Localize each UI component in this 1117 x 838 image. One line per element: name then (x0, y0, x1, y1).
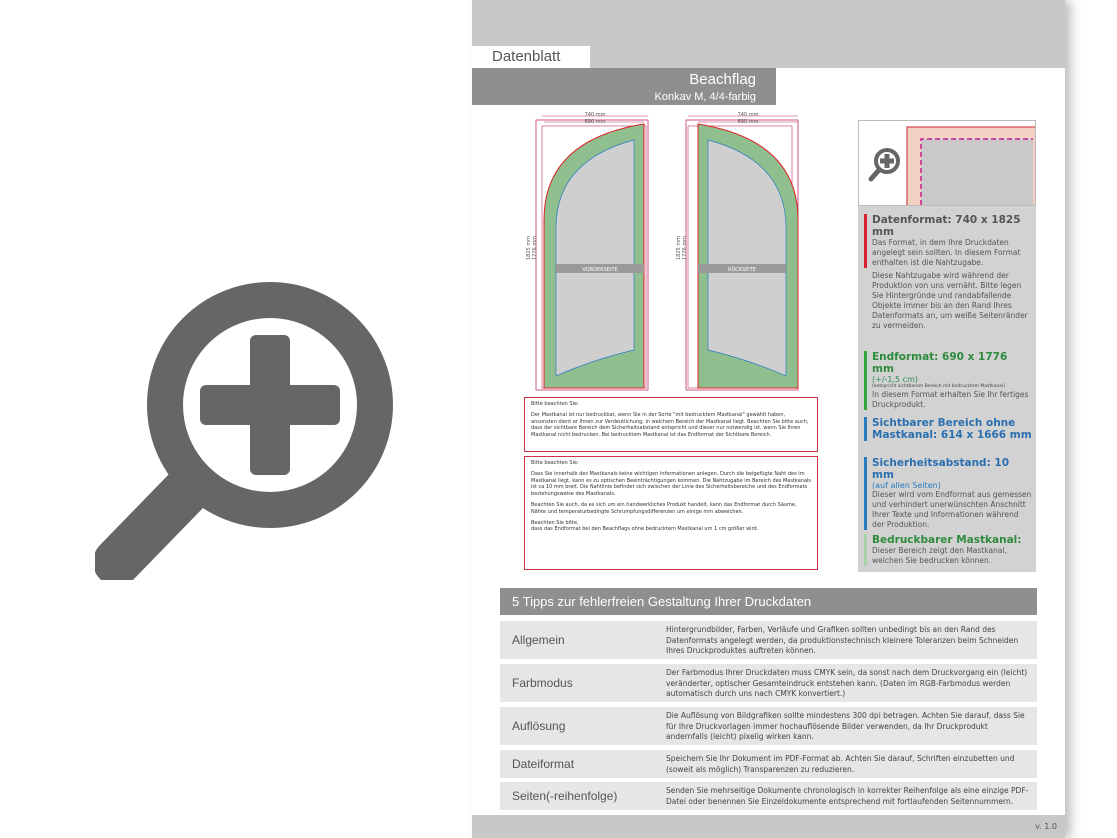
endformat-sub: (+/-1,5 cm) (872, 375, 918, 384)
dim-height-outer-back: 1825 mm (676, 235, 682, 260)
dim-height-outer: 1825 mm (526, 235, 532, 260)
dim-width-inner-back: 690 mm (737, 119, 759, 125)
datasheet-page (472, 0, 1065, 838)
tip-label: Auflösung (512, 719, 566, 733)
note2-p2: Beachten Sie auch, da es sich um ein handwerkliches Produkt handelt, kann das Endformat durch Säume, Nähte und temperaturbedingte Schrumpfungsdifferenzen um einige mm abweichen. (531, 501, 797, 515)
datenformat-body: Das Format, in dem Ihre Druckdaten angelegt sein sollten. In diesem Format enthalten ist die Nahtzugabe. (872, 238, 1021, 267)
nahtzugabe-text: Diese Nahtzugabe wird während der Produktion von uns vernäht. Bitte legen Sie Hintergründe und randabfallende Objekte immer bis an den Rand Ihres Datenformats an, um weiße Seitenränder zu vermeiden. (872, 271, 1028, 330)
info-endformat (864, 351, 1032, 410)
note2-p1: Dass Sie innerhalb des Mastkanals keine wichtigen Informationen anlegen. Durch die beigefügte Naht des im Mastkanal liegt, kann es zu optischen Beeinträchtigungen kommen. Die Nahtzugabe im Bereich des Mastkanals ist ca 10 mm breit. Die Nahtlinie befindet sich zwischen der Linie des Sicherheitsbereiche und des Endformats beziehungsweise des Mastkanals. (531, 470, 812, 498)
sicherheit-body: Dieser wird vom Endformat aus gemessen und verhindert unerwünschten Anschnitt Ihrer Texte und Informationen während der Produktion. (872, 490, 1032, 529)
product-title: Beachflag (689, 71, 756, 88)
mastkanal-heading: Bedruckbarer Mastkanal: (872, 534, 1022, 546)
front-label: VORDERSEITE (582, 267, 618, 273)
tip-row (500, 750, 1037, 778)
tip-text: Der Farbmodus Ihrer Druckdaten muss CMYK sein, da sonst nach dem Druckvorgang ein (leicht) veränderter, optischer Gesamteindruck entstehen kann. (Daten im RGB-Farbmodus werden automatisch durch uns nach CMYK konvertiert.) (666, 668, 1028, 698)
tip-row (500, 782, 1037, 810)
back-label: RÜCKSEITE (728, 267, 756, 273)
flag-back (676, 112, 798, 390)
datenformat-heading: Datenformat: 740 x 1825 mm (872, 214, 1021, 238)
note-naht (524, 456, 818, 570)
info-sicherheit (864, 457, 1032, 530)
endformat-small: (entspricht sichtbarem Bereich mit bedrucktem Mastkanal) (872, 384, 1006, 389)
info-mastkanal (864, 534, 1032, 566)
product-subtitle: Konkav M, 4/4-farbig (654, 91, 756, 103)
tip-text: Senden Sie mehrseitige Dokumente chronologisch in korrekter Reihenfolge als eine einzige PDF-Datei oder benennen Sie Einzeldokumente entsprechend mit fortlaufenden Seitennummern. (666, 786, 1029, 806)
format-preview-graphic (859, 121, 1037, 207)
tips-header: 5 Tipps zur fehlerfreien Gestaltung Ihrer Druckdaten (500, 588, 1037, 615)
dim-height-inner-back: 1776 mm (682, 235, 688, 260)
flag-front (526, 112, 648, 390)
note2-heading: Bitte beachten Sie: (531, 460, 579, 466)
dim-width-inner: 690 mm (584, 119, 606, 125)
tip-label: Allgemein (512, 633, 565, 647)
tip-row (500, 707, 1037, 745)
note2-p3: Beachten Sie bitte, (531, 519, 579, 526)
preview-zoom-icon[interactable] (871, 150, 898, 179)
tip-row (500, 664, 1037, 702)
tip-text: Speichern Sie Ihr Dokument im PDF-Format ab. Achten Sie darauf, Schriften einzubetten und (soweit als möglich) Transparenzen zu reduzieren. (666, 754, 1015, 774)
tip-label: Seiten(-reihenfolge) (512, 789, 618, 803)
info-sichtbar (864, 417, 1032, 441)
mastkanal-body: Dieser Bereich zeigt den Mastkanal, welchen Sie bedrucken können. (872, 546, 1007, 565)
sichtbar-heading: Sichtbarer Bereich ohne Mastkanal: 614 x 1666 mm (872, 417, 1032, 441)
note1-body: Der Mastkanal ist nur bedruckbar, wenn Sie in der Sorte "mit bedrucktem Mastkanal" gewählt haben, ansonsten dient er Ihnen zur Verdeutlichung, in welchem Bereich der Mastkanal liegt. Beachten Sie bitte auch, dass der sichtbare Bereich dem Sicherheitsabstand entspricht und dieser nur notwendig ist, wenn Sie Ihren Mastkanal nicht bedrucken. Bei bedrucktem Mastkanal ist das Endformat der Sichtbare Bereich. (531, 411, 809, 439)
note-mastkanal (524, 397, 818, 452)
flag-drawings (522, 110, 812, 395)
info-datenformat (864, 214, 1032, 268)
tip-text: Hintergrundbilder, Farben, Verläufe und Grafiken sollten unbedingt bis an den Rand des Datenformats angelegt werden, da produktionstechnisch kleinere Toleranzen beim Schneiden Ihres Druckproduktes auftreten können. (666, 625, 1019, 655)
dim-width-outer: 740 mm (584, 112, 606, 118)
endformat-body: In diesem Format erhalten Sie Ihr fertiges Druckprodukt. (872, 390, 1029, 409)
dim-height-inner: 1776 mm (532, 235, 538, 260)
dim-width-outer-back: 740 mm (737, 112, 759, 118)
note1-heading: Bitte beachten Sie: (531, 401, 579, 407)
tip-row (500, 621, 1037, 659)
tip-label: Farbmodus (512, 676, 573, 690)
zoom-in-icon[interactable] (95, 280, 395, 580)
format-preview[interactable] (858, 120, 1036, 206)
sicherheit-sub: (auf allen Seiten) (872, 481, 941, 490)
tab-datenblatt: Datenblatt (472, 46, 590, 68)
title-band (472, 68, 776, 105)
sicherheit-heading: Sicherheitsabstand: 10 mm (872, 457, 1010, 481)
version-label: v. 1.0 (1035, 822, 1057, 831)
info-panel (858, 206, 1036, 572)
footer-band (472, 815, 1065, 838)
note2-p4: dass das Endformat bei den Beachflags ohne bedrucktem Mastkanal um 1 cm größer wird. (531, 526, 759, 533)
endformat-heading: Endformat: 690 x 1776 mm (872, 351, 1008, 375)
tip-text: Die Auflösung von Bildgrafiken sollte mindestens 300 dpi betragen. Achten Sie darauf, dass Sie für Ihre Druckvorlagen immer hochauflösende Bilder verwenden, da Ihr Druckprodukt andernfalls (leicht) pixelig wirken kann. (666, 711, 1025, 741)
tip-label: Dateiformat (512, 757, 575, 771)
